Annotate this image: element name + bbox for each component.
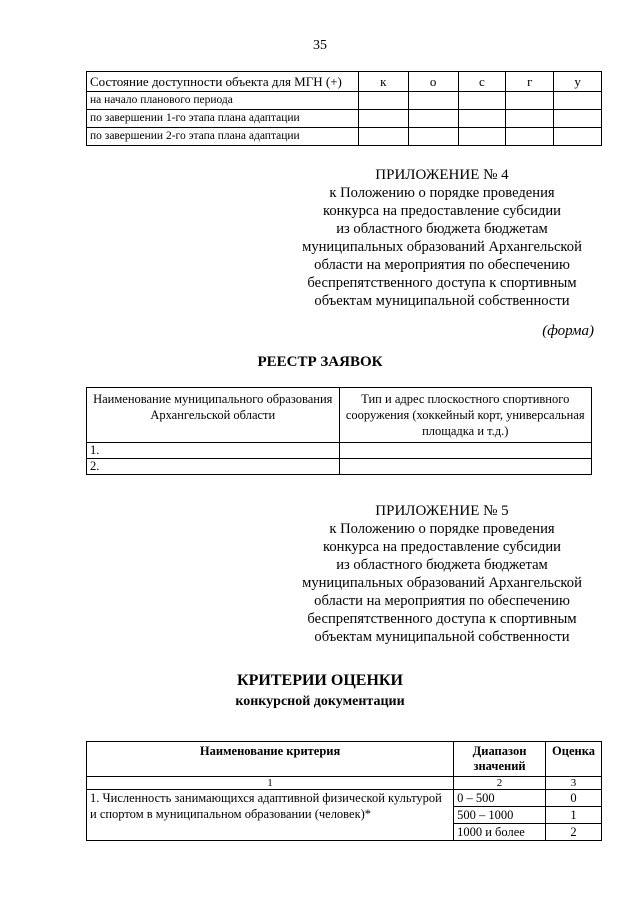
table-row bbox=[87, 790, 602, 807]
registry-col-municipality: Наименование муниципального образования Архангельской области bbox=[87, 388, 340, 443]
range-value: 500 – 1000 bbox=[454, 807, 546, 824]
criteria-header-row bbox=[87, 742, 602, 777]
column-number: 1 bbox=[87, 777, 454, 790]
appendix-4-line: муниципальных образований Архангельской bbox=[302, 239, 582, 255]
row-label: на начало планового периода bbox=[87, 92, 359, 110]
appendix-5-line: муниципальных образований Архангельской bbox=[302, 575, 582, 591]
appendix-4-heading: ПРИЛОЖЕНИЕ № 4 bbox=[375, 167, 509, 183]
range-value: 1000 и более bbox=[454, 824, 546, 841]
score-value: 2 bbox=[546, 824, 602, 841]
column-s: с bbox=[458, 72, 506, 92]
score-value: 1 bbox=[546, 807, 602, 824]
appendix-4-line: беспрепятственного доступа к спортивным bbox=[307, 275, 577, 291]
column-u: у bbox=[554, 72, 602, 92]
column-o: о bbox=[408, 72, 458, 92]
appendix-5-line: к Положению о порядке проведения bbox=[329, 521, 555, 537]
row-label: по завершении 2-го этапа плана адаптации bbox=[87, 128, 359, 146]
table-row bbox=[87, 92, 602, 110]
accessibility-table-header-row bbox=[87, 72, 602, 92]
row-label: по завершении 1-го этапа плана адаптации bbox=[87, 110, 359, 128]
appendix-5-line: из областного бюджета бюджетам bbox=[336, 557, 548, 573]
criteria-number-row bbox=[87, 777, 602, 790]
appendix-4-line: из областного бюджета бюджетам bbox=[336, 221, 548, 237]
registry-col-facility: Тип и адрес плоскостного спортивного сооружения (хоккейный корт, универсальная площадка и т.д.) bbox=[339, 388, 591, 443]
score-value: 0 bbox=[546, 790, 602, 807]
criteria-title: КРИТЕРИИ ОЦЕНКИ bbox=[237, 672, 403, 689]
table-row bbox=[87, 128, 602, 146]
criterion-name: 1. Численность занимающихся адаптивной физической культурой и спортом в муниципальном образовании (человек)* bbox=[87, 790, 454, 841]
criteria-col-score: Оценка bbox=[546, 742, 602, 777]
row-number: 1. bbox=[87, 443, 340, 459]
column-k: к bbox=[358, 72, 408, 92]
appendix-4-line: объектам муниципальной собственности bbox=[314, 293, 570, 309]
criteria-col-name: Наименование критерия bbox=[87, 742, 454, 777]
criteria-table bbox=[86, 741, 602, 841]
table-row bbox=[87, 459, 592, 475]
table-row bbox=[87, 443, 592, 459]
appendix-5-block bbox=[290, 502, 594, 646]
appendix-5-line: беспрепятственного доступа к спортивным bbox=[307, 611, 577, 627]
page-number: 35 bbox=[313, 38, 327, 53]
column-number: 2 bbox=[454, 777, 546, 790]
accessibility-header-label: Состояние доступности объекта для МГН (+) bbox=[87, 72, 359, 92]
range-value: 0 – 500 bbox=[454, 790, 546, 807]
form-label: (форма) bbox=[542, 323, 594, 339]
appendix-4-block bbox=[290, 166, 594, 310]
table-row bbox=[87, 110, 602, 128]
appendix-5-line: области на мероприятия по обеспечению bbox=[314, 593, 570, 609]
appendix-4-line: к Положению о порядке проведения bbox=[329, 185, 555, 201]
registry-title: РЕЕСТР ЗАЯВОК bbox=[257, 354, 383, 370]
appendix-5-heading: ПРИЛОЖЕНИЕ № 5 bbox=[375, 503, 509, 519]
appendix-4-line: конкурса на предоставление субсидии bbox=[323, 203, 561, 219]
appendix-4-line: области на мероприятия по обеспечению bbox=[314, 257, 570, 273]
column-g: г bbox=[506, 72, 554, 92]
criteria-col-range: Диапазон значений bbox=[454, 742, 546, 777]
appendix-5-line: объектам муниципальной собственности bbox=[314, 629, 570, 645]
row-number: 2. bbox=[87, 459, 340, 475]
registry-header-row bbox=[87, 388, 592, 443]
column-number: 3 bbox=[546, 777, 602, 790]
appendix-5-line: конкурса на предоставление субсидии bbox=[323, 539, 561, 555]
criteria-subtitle: конкурсной документации bbox=[235, 694, 405, 709]
accessibility-table bbox=[86, 71, 602, 146]
registry-table bbox=[86, 387, 592, 475]
